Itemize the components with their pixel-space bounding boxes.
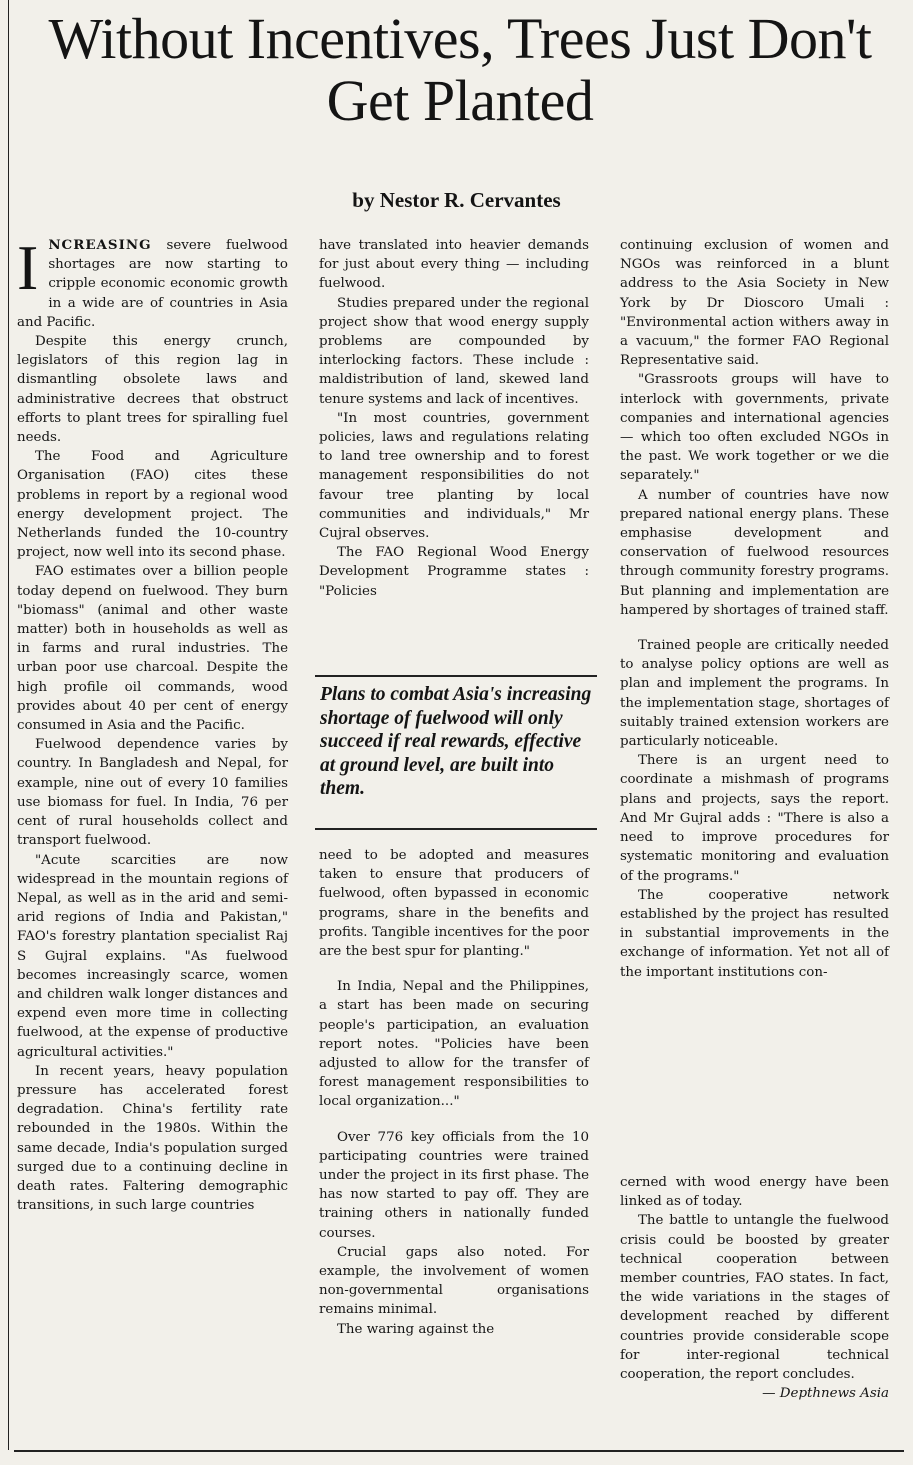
drop-cap: I [17, 232, 39, 303]
pull-quote-top-rule [315, 675, 597, 677]
lead-small-caps: NCREASING [48, 237, 152, 253]
paragraph: The Food and Agriculture Organisation (FAO) cites these problems in report by a regional wood energy development project. The Netherlands funded the 10-country project, now well into its second phase. [17, 449, 288, 561]
paragraph: have translated into heavier demands for just about every thing — including fuelwood. [319, 238, 589, 292]
paragraph: "Grassroots groups will have to interlock with governments, private companies and international agencies — which too often excluded NGOs in the past. We work together or we die separately." [620, 372, 889, 484]
lead-text: severe fuelwood shortages are now starting to cripple economic economic growth in a wide are of countries in Asia and Pacific. [17, 238, 288, 330]
paragraph: Trained people are critically needed to analyse policy options are well as plan and implement the programs. In the implementation stage, shortages of suitably trained extension workers are particularly noticeable. [620, 638, 889, 750]
paragraph: Studies prepared under the regional project show that wood energy supply problems are compounded by interlocking factors. These include : maldistribution of land, skewed land tenure systems and lack of incentives. [319, 295, 589, 407]
paragraph: The waring against the [337, 1321, 495, 1337]
pull-quote: Plans to combat Asia's increasing shortage of fuelwood will only succeed if real rewards, effective at ground level, are built into them. [320, 684, 592, 799]
column-3-top [620, 236, 889, 982]
paragraph: The battle to untangle the fuelwood crisis could be boosted by greater technical cooperation between member countries, FAO states. In fact, the wide variations in the stages of development reached by different countries provide considerable scope for inter-regional technical cooperation, the report concludes. [620, 1213, 889, 1383]
column-1 [17, 232, 288, 1215]
headline: Without Incentives, Trees Just Don't Get Planted [48, 6, 872, 133]
paragraph: There is an urgent need to coordinate a mishmash of programs plans and projects, says the report. And Mr Gujral adds : "There is also a need to improve procedures for systematic monitoring and evaluation of the programs." [620, 753, 889, 884]
left-column-rule [8, 0, 9, 1450]
byline: by Nestor R. Cervantes [352, 188, 561, 212]
paragraph: FAO estimates over a billion people today depend on fuelwood. They burn "biomass" (animal and other waste matter) both in households as well as in farms and rural industries. The urban poor use charcoal. Despite the high profile oil commands, wood provides about 40 per cent of energy consumed in Asia and the Pacific. [17, 564, 288, 734]
column-2-bottom [319, 846, 589, 1339]
paragraph: Despite this energy crunch, legislators of this region lag in dismantling obsolete laws and administrative decrees that obstruct efforts to plant trees for spiralling fuel needs. [17, 334, 288, 446]
paragraph: Fuelwood dependence varies by country. In Bangladesh and Nepal, for example, nine out of every 10 families use biomass for fuel. In India, 76 per cent of rural households collect and transport fuelwood. [17, 737, 288, 849]
paragraph: Crucial gaps also noted. For example, the involvement of women non-governmental organisations remains minimal. [319, 1244, 589, 1318]
column-3-bottom [620, 1173, 889, 1403]
paragraph: "In most countries, government policies, laws and regulations relating to land tree ownership and to forest management responsibilities do not favour tree planting by local communities and individuals," Mr Cujral observes. [319, 410, 589, 542]
paragraph: "Acute scarcities are now widespread in the mountain regions of Nepal, as well as in the arid and semi-arid regions of India and Pakistan," FAO's forestry plantation specialist Raj S Gujral explains. "As fuelwood becomes increasingly scarce, women and children walk longer distances and expend even more time in collecting fuelwood, at the expense of productive agricultural activities." [17, 852, 288, 1060]
paragraph: need to be adopted and measures taken to ensure that producers of fuelwood, often bypassed in economic programs, share in the benefits and profits. Tangible incentives for the poor are the best spur for planting." [319, 848, 589, 960]
column-2-top [319, 236, 589, 601]
lead-paragraph [17, 232, 288, 332]
paragraph: The cooperative network established by the project has resulted in substantial improvements in the exchange of information. Yet not all of the important institutions con- [620, 887, 889, 980]
pull-quote-bottom-rule [315, 828, 597, 830]
paragraph: cerned with wood energy have been linked as of today. [620, 1175, 889, 1210]
bottom-rule [14, 1450, 904, 1452]
paragraph: In recent years, heavy population pressure has accelerated forest degradation. China's fertility rate rebounded in the 1980s. Within the same decade, India's population surged surged due to a continuing decline in death rates. Faltering demographic transitions, in such large countries [17, 1063, 288, 1214]
paragraph: A number of countries have now prepared national energy plans. These emphasise development and conservation of fuelwood resources through community forestry programs. But planning and implementation are hampered by shortages of trained staff. [620, 487, 889, 618]
paragraph: In India, Nepal and the Philippines, a start has been made on securing people's participation, an evaluation report notes. "Policies have been adjusted to allow for the transfer of forest management responsibilities to local organization..." [319, 979, 589, 1110]
paragraph: continuing exclusion of women and NGOs was reinforced in a blunt address to the Asia Society in New York by Dr Dioscoro Umali : "Environmental action withers away in a vacuum," the former FAO Regional Representative said. [620, 238, 889, 369]
paragraph: Over 776 key officials from the 10 participating countries were trained under the project in its first phase. The has now started to pay off. They are training others in nationally funded courses. [319, 1129, 589, 1241]
credit-line: — Depthnews Asia [762, 1386, 889, 1402]
paragraph: The FAO Regional Wood Energy Development Programme states : "Policies [319, 545, 589, 599]
